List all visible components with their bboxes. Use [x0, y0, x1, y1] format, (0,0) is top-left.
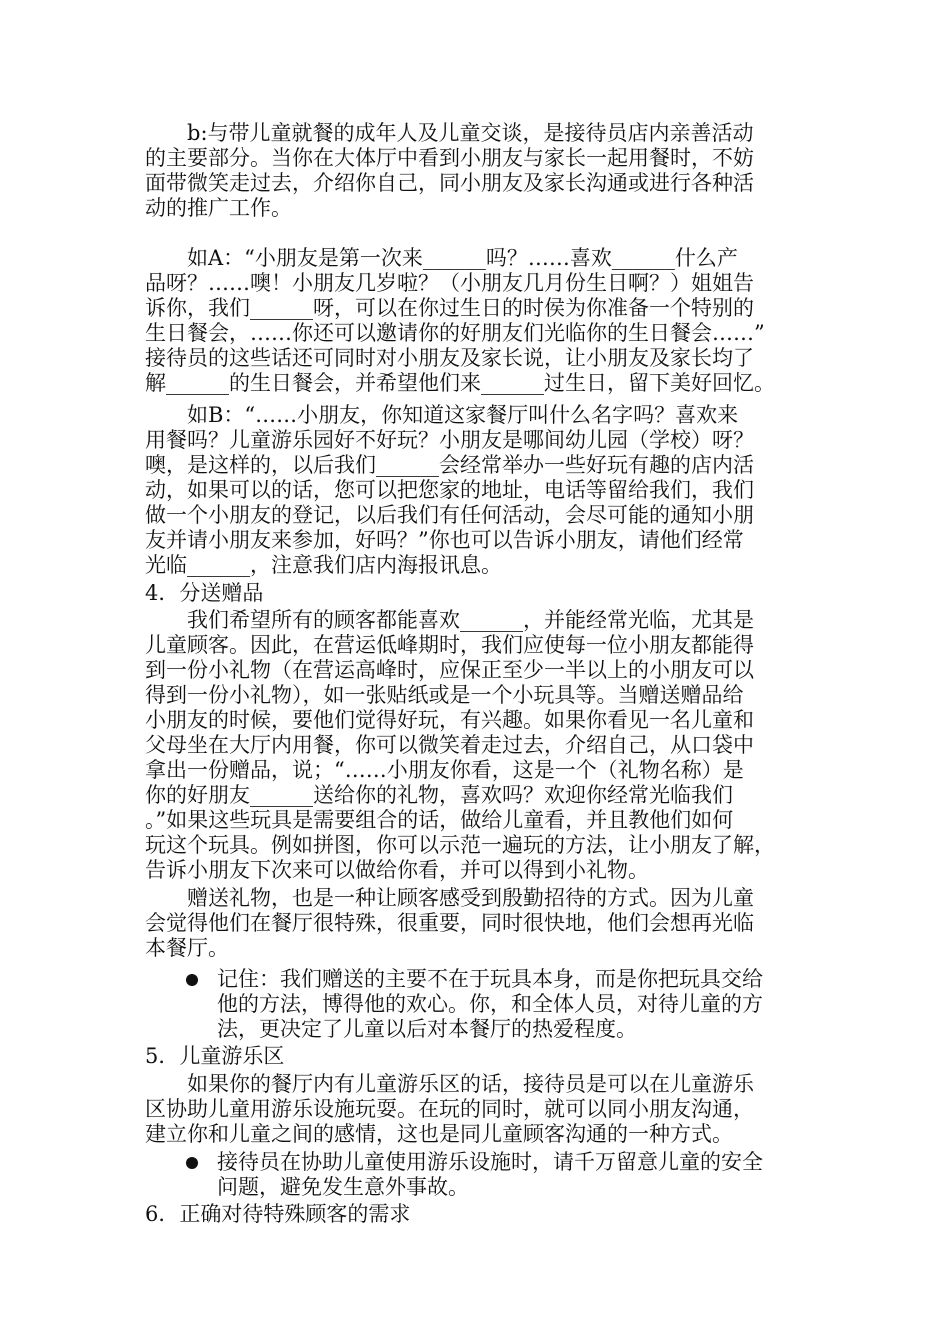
- bullet-line: 记住：我们赠送的主要不在于玩具本身，而是你把玩具交给: [217, 967, 763, 991]
- paragraph-line: 我们希望所有的顾客都能喜欢______，并能经常光临，尤其是: [187, 608, 754, 632]
- paragraph-line: 如果你的餐厅内有儿童游乐区的话，接待员是可以在儿童游乐: [187, 1072, 754, 1096]
- paragraph-line: b:与带儿童就餐的成年人及儿童交谈，是接待员店内亲善活动: [187, 121, 754, 145]
- bullet-line: 接待员在协助儿童使用游乐设施时，请千万留意儿童的安全: [217, 1150, 763, 1174]
- paragraph-line: 品呀？……噢！小朋友几岁啦？（小朋友几月份生日啊？）姐姐告: [145, 271, 754, 295]
- paragraph-line: 做一个小朋友的登记，以后我们有任何活动，会尽可能的通知小朋: [145, 503, 754, 527]
- paragraph-line: 告诉小朋友下次来可以做给你看，并可以得到小礼物。: [145, 858, 649, 882]
- paragraph-line: 友并请小朋友来参加，好吗？”你也可以告诉小朋友，请他们经常: [145, 528, 744, 552]
- paragraph-line: 。”如果这些玩具是需要组合的话，做给儿童看，并且教他们如何: [145, 808, 734, 832]
- paragraph-line: 解______的生日餐会，并希望他们来______过生日，留下美好回忆。: [145, 371, 775, 395]
- paragraph-line: 到一份小礼物（在营运高峰时，应保正至少一半以上的小朋友可以: [145, 658, 754, 682]
- paragraph-line: 建立你和儿童之间的感情，这也是同儿童顾客沟通的一种方式。: [145, 1122, 733, 1146]
- bullet-line: 他的方法，博得他的欢心。你，和全体人员，对待儿童的方: [217, 992, 763, 1016]
- paragraph-line: 动的推广工作。: [145, 196, 292, 220]
- paragraph-line: 本餐厅。: [145, 936, 229, 960]
- paragraph-line: 动，如果可以的话，您可以把您家的地址，电话等留给我们，我们: [145, 478, 754, 502]
- paragraph-line: 如B：“……小朋友，你知道这家餐厅叫什么名字吗？喜欢来: [187, 403, 739, 427]
- paragraph-line: 小朋友的时候，要他们觉得好玩，有兴趣。如果你看见一名儿童和: [145, 708, 754, 732]
- paragraph-line: 生日餐会，……你还可以邀请你的好朋友们光临你的生日餐会……”: [145, 321, 765, 345]
- paragraph-line: 光临______，注意我们店内海报讯息。: [145, 553, 502, 577]
- bullet-icon: [186, 974, 198, 986]
- paragraph-line: 的主要部分。当你在大体厅中看到小朋友与家长一起用餐时，不妨: [145, 146, 754, 170]
- section-heading: 6．正确对待特殊顾客的需求: [145, 1202, 411, 1226]
- section-heading: 4．分送赠品: [145, 581, 264, 605]
- bullet-icon: [186, 1157, 198, 1169]
- paragraph-line: 接待员的这些话还可同时对小朋友及家长说，让小朋友及家长均了: [145, 346, 754, 370]
- paragraph-line: 你的好朋友______送给你的礼物，喜欢吗？欢迎你经常光临我们: [145, 783, 733, 807]
- paragraph-line: 诉你，我们______呀，可以在你过生日的时侯为你准备一个特别的: [145, 296, 754, 320]
- paragraph-line: 父母坐在大厅内用餐，你可以微笑着走过去，介绍自己，从口袋中: [145, 733, 754, 757]
- paragraph-line: 儿童顾客。因此，在营运低峰期时，我们应使每一位小朋友都能得: [145, 633, 754, 657]
- paragraph-line: 如A：“小朋友是第一次来______吗？……喜欢______什么产: [187, 246, 738, 270]
- paragraph-line: 噢，是这样的，以后我们______会经常举办一些好玩有趣的店内活: [145, 453, 754, 477]
- paragraph-line: 区协助儿童用游乐设施玩耍。在玩的同时，就可以同小朋友沟通，: [145, 1097, 754, 1121]
- paragraph-line: 得到一份小礼物），如一张贴纸或是一个小玩具等。当赠送赠品给: [145, 683, 744, 707]
- section-heading: 5．儿童游乐区: [145, 1044, 285, 1068]
- paragraph-line: 赠送礼物，也是一种让顾客感受到殷勤招待的方式。因为儿童: [187, 886, 754, 910]
- bullet-line: 问题，避免发生意外事故。: [217, 1175, 469, 1199]
- paragraph-line: 用餐吗？儿童游乐园好不好玩？小朋友是哪间幼儿园（学校）呀？: [145, 428, 754, 452]
- paragraph-line: 拿出一份赠品，说；“……小朋友你看，这是一个（礼物名称）是: [145, 758, 744, 782]
- paragraph-line: 会觉得他们在餐厅很特殊，很重要，同时很快地，他们会想再光临: [145, 911, 754, 935]
- paragraph-line: 面带微笑走过去，介绍你自己，同小朋友及家长沟通或进行各种活: [145, 171, 754, 195]
- paragraph-line: 玩这个玩具。例如拼图，你可以示范一遍玩的方法，让小朋友了解，: [145, 833, 775, 857]
- bullet-line: 法，更决定了儿童以后对本餐厅的热爱程度。: [217, 1017, 637, 1041]
